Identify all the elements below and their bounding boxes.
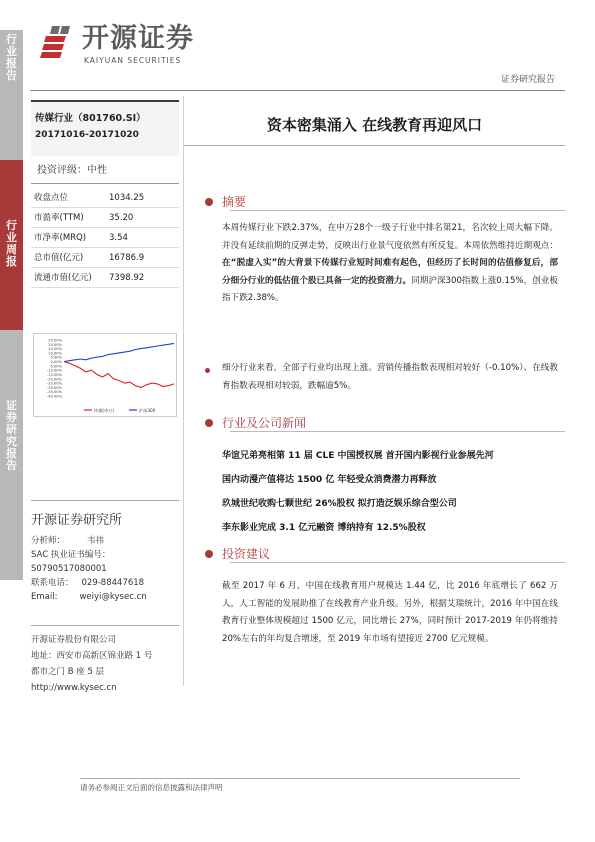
stat-key: 总市值(亿元): [34, 253, 84, 263]
y-tick-label: -20.00%: [47, 377, 62, 382]
y-tick-label: -40.00%: [47, 394, 62, 399]
side-tab-industry-report: [0, 30, 23, 160]
firm-url-link[interactable]: http://www.kysec.cn: [31, 683, 117, 693]
stat-value: 35.20: [109, 213, 134, 223]
report-type-label: 证券研究报告: [500, 75, 555, 85]
logo-text-cn: 开源证券: [82, 23, 194, 54]
phone-line: [31, 576, 179, 590]
section-summary-head: [205, 193, 246, 210]
phone-label: 联系电话：: [31, 578, 74, 588]
stat-key: 流通市值(亿元): [34, 273, 92, 283]
summary-text-a: 本周传媒行业下跌2.37%，在申万28个一级子行业中排名第21，名次较上周大幅下降。并没有延续前期的反弹走势，反映出行业景气度依然有所反复。本周依然维持近期观点：: [222, 223, 558, 251]
institute-title: 开源证券研究所: [31, 513, 123, 528]
y-tick-label: -10.00%: [47, 368, 62, 373]
stat-key: 市净率(MRQ): [34, 233, 87, 243]
analyst-line: [31, 534, 179, 548]
section-bullet-icon: [205, 419, 213, 427]
side-tab-label: 行业报告: [6, 33, 17, 82]
sector-box: [31, 100, 179, 156]
legend-label: 传媒(申万): [94, 408, 115, 413]
analyst-label: 分析师：: [31, 536, 66, 546]
title-rule: [184, 145, 565, 146]
y-tick-label: -25.00%: [47, 381, 62, 386]
stat-value: 16786.9: [109, 253, 145, 263]
institute-box: [31, 500, 179, 604]
summary-paragraph-1: [222, 220, 558, 308]
stat-row: [31, 268, 179, 288]
news-item[interactable]: 李东影业完成 3.1 亿元融资 博纳持有 12.5%股权: [222, 523, 426, 533]
stat-row: [31, 228, 179, 248]
section-rule: [230, 562, 565, 563]
stat-key: 收盘点位: [34, 193, 69, 203]
section-title: 摘要: [222, 195, 247, 209]
footer-disclaimer: 请务必参阅正文后面的信息披露和法律声明: [80, 783, 223, 792]
stat-row: [31, 248, 179, 268]
news-item[interactable]: 华谊兄弟亮相第 11 届 CLE 中国授权展 首开国内影视行业参展先河: [222, 451, 494, 461]
y-tick-label: -5.00%: [49, 364, 62, 369]
kaiyuan-logo-icon: [38, 22, 74, 62]
sac-number: S0790517080001: [31, 564, 107, 574]
y-tick-label: 5.00%: [50, 355, 62, 360]
bullet-icon: [205, 368, 210, 373]
news-item[interactable]: 玖城世纪收购七颗世纪 26%股权 拟打造泛娱乐综合型公司: [222, 499, 457, 509]
y-tick-label: -30.00%: [47, 385, 62, 390]
summary-paragraph-2: 细分行业来看，全部子行业均出现上涨。营销传播指数表现相对较好（-0.10%）、在线教育指数表现相对较弱，跌幅逾5%。: [222, 363, 558, 391]
invest-paragraph: 截至 2017 年 6 月，中国在线教育用户规模达 1.44 亿，比 2016 年底增长了 662 万人，人工智能的发展助推了在线教育产业升级。另外，根据艾瑞统计，2016 年中国在线教育行业整体规模超过 1500 亿元，同比增长 27%，同时预计 2017-2019 年仍将维持 20%左右的年均复合增速，至 2019 年市场有望接近 2700 亿元规模。: [222, 581, 558, 644]
phone-number: 029-88447618: [81, 578, 145, 588]
section-bullet-icon: [205, 198, 213, 206]
y-tick-label: 10.00%: [48, 351, 62, 356]
side-tab-securities-research: [0, 330, 23, 580]
header-rule: [30, 90, 565, 91]
y-tick-label: -15.00%: [47, 372, 62, 377]
performance-chart: [33, 333, 177, 417]
section-bullet-icon: [205, 550, 213, 558]
y-tick-label: -35.00%: [47, 390, 62, 395]
sac-line: [31, 548, 179, 562]
sector-date-range: 20171016-20171020: [35, 130, 139, 140]
section-rule: [230, 431, 565, 432]
stat-key: 市盈率(TTM): [34, 213, 84, 223]
section-invest-head: [205, 545, 270, 562]
legend-label: 沪深300: [139, 408, 156, 413]
stat-row: [31, 188, 179, 208]
firm-address-1: 地址：西安市高新区锦业路 1 号: [31, 651, 153, 661]
analyst-name: 韦祎: [87, 536, 105, 546]
stat-row: [31, 208, 179, 228]
logo-text-en: KAIYUAN SECURITIES: [84, 56, 182, 65]
section-title: 投资建议: [222, 547, 271, 561]
summary-text-bold: 在“脱虚入实”的大背景下传媒行业短时间难有起色，但经历了长时间的估值修复后，部分细分行业的低估值个股已具备一定的投资潜力。: [222, 258, 558, 286]
section-news-head: [205, 414, 306, 431]
y-tick-label: 0.00%: [50, 360, 62, 365]
sac-label: SAC 执业证书编号：: [31, 550, 111, 560]
stats-table: [31, 188, 179, 288]
y-tick-label: 25.00%: [48, 338, 62, 343]
investment-rating: 投资评级：中性: [31, 162, 179, 184]
footer-rule: [80, 778, 520, 779]
y-tick-label: 20.00%: [48, 342, 62, 347]
email-label: Email:: [31, 592, 58, 602]
side-tab-label: 证券研究报告: [6, 399, 17, 472]
email-link[interactable]: weiyi@kysec.cn: [79, 592, 147, 602]
email-line: [31, 590, 179, 604]
sector-name: 传媒行业（801760.SI）: [35, 113, 146, 124]
series-line: [64, 362, 174, 388]
side-tab-label: 行业周报: [6, 219, 17, 268]
performance-chart-svg: [34, 334, 178, 418]
section-title: 行业及公司新闻: [222, 416, 307, 430]
summary-text-c: 同期沪深300指数上涨0.15%，创业板指下跌2.38%。: [222, 275, 558, 304]
column-divider: [183, 96, 184, 686]
firm-box: [31, 625, 179, 696]
series-line: [64, 343, 174, 361]
side-tab-weekly: [0, 160, 23, 330]
firm-address-2: 都市之门 B 座 5 层: [31, 667, 105, 677]
y-tick-label: 15.00%: [48, 347, 62, 352]
stat-value: 3.54: [109, 233, 128, 243]
report-title: 资本密集涌入 在线教育再迎风口: [266, 116, 483, 134]
stat-value: 1034.25: [109, 193, 145, 203]
section-rule: [230, 210, 565, 211]
firm-name: 开源证券股份有限公司: [31, 635, 117, 645]
news-item[interactable]: 国内动漫产值将达 1500 亿 年轻受众消费潜力再释放: [222, 475, 437, 485]
stat-value: 7398.92: [109, 273, 145, 283]
